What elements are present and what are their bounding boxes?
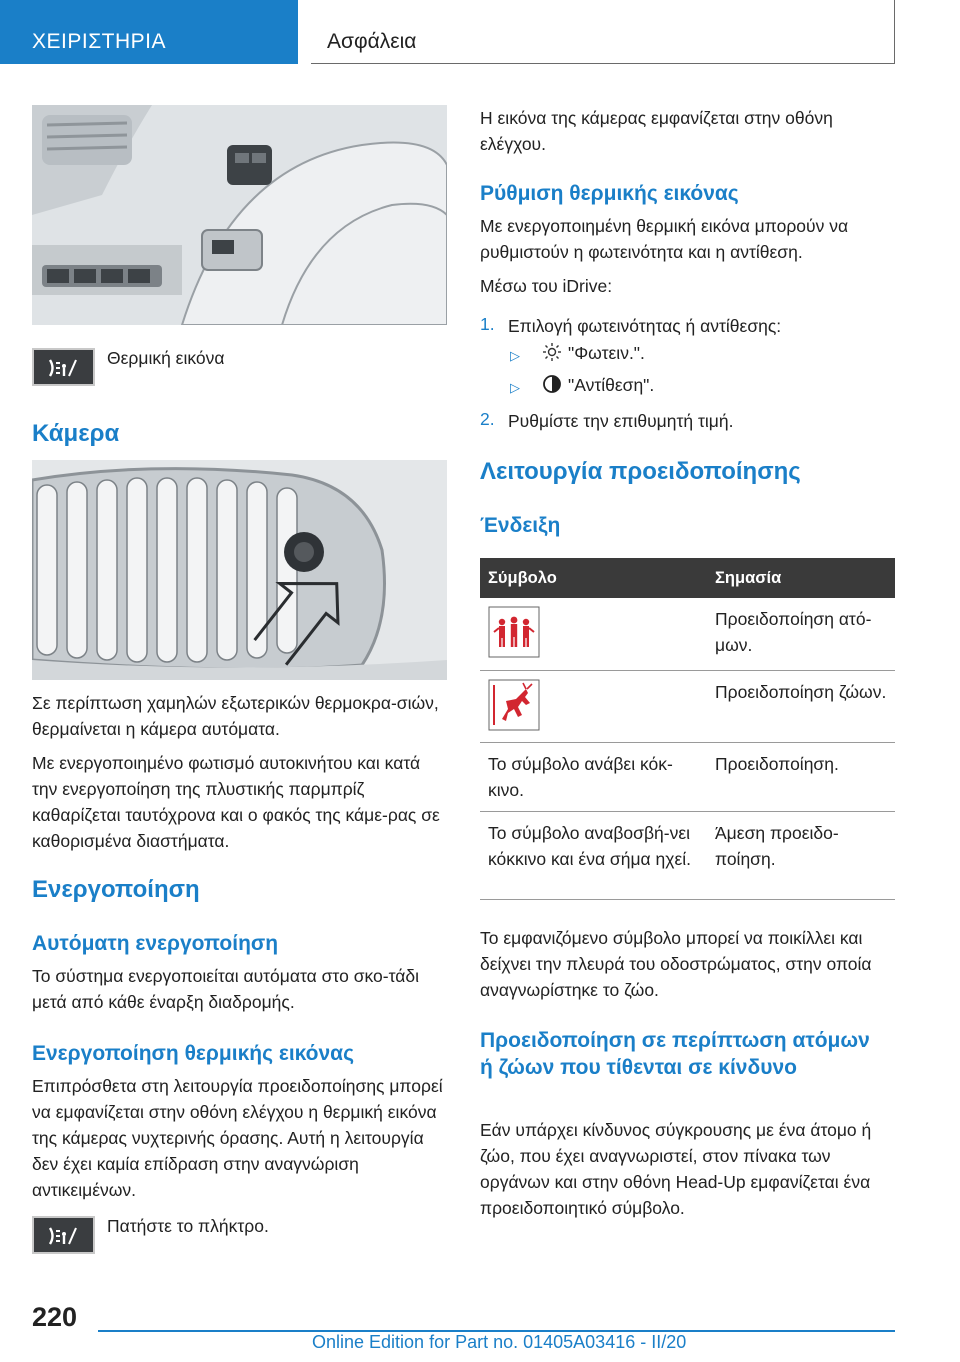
table-row — [480, 670, 895, 742]
heading-auto-activation: Αυτόματη ενεργοποίηση — [32, 932, 279, 955]
step-1-text: Επιλογή φωτεινότητας ή αντίθεσης: — [508, 316, 782, 336]
night-vision-icon — [47, 1225, 81, 1247]
table-cell-symbol — [480, 670, 707, 742]
table-row — [480, 598, 895, 670]
page-number: 220 — [32, 1302, 78, 1332]
night-vision-button-icon-2 — [32, 1216, 95, 1254]
animal-warning-icon — [488, 679, 540, 731]
danger-paragraph: Εάν υπάρχει κίνδυνος σύγκρουσης με ένα άτομο ή ζώο, που έχει αναγνωριστεί, στον πίνακα των οργάνων και στην οθόνη Head-Up εμφανίζεται ένα προειδοποιητικό σύμβολο. — [480, 1120, 872, 1218]
option-contrast: "Αντίθεση". — [568, 375, 655, 395]
night-vision-button-icon — [32, 348, 95, 386]
table-cell-meaning: Άμεση προειδο-ποίηση. — [707, 811, 895, 899]
idrive-via: Μέσω του iDrive: — [480, 276, 613, 296]
heading-indication: Ένδειξη — [480, 514, 561, 537]
step-1-number: 1. — [480, 314, 495, 334]
camera-image-intro: Η εικόνα της κάμερας εμφανίζεται στην οθόνη ελέγχου. — [480, 108, 833, 154]
table-cell-symbol: Το σύμβολο αναβοσβή-νει κόκκινο και ένα σήμα ηχεί. — [480, 811, 707, 899]
thermal-activation-paragraph: Επιπρόσθετα στη λειτουργία προειδοποίησης μπορεί να εμφανίζεται στην οθόνη ελέγχου η θερμική εικόνα της κάμερας νυχτερινής όρασης. Αυτή η λειτουργία δεν έχει καμία επίδραση στην αναγνώριση αντικειμένων. — [32, 1076, 443, 1200]
table-cell-symbol — [480, 598, 707, 670]
heading-warning-function: Λειτουργία προειδοποίησης — [480, 458, 801, 485]
table-header-row — [480, 558, 895, 598]
table-cell-meaning: Προειδοποίηση ατό-μων. — [707, 598, 895, 670]
caption-thermal-image: Θερμική εικόνα — [107, 348, 225, 368]
bullet-triangle-icon: ▷ — [510, 348, 520, 363]
table-cell-meaning: Προειδοποίηση ζώων. — [707, 670, 895, 742]
table-row — [480, 742, 895, 811]
heading-thermal-activation: Ενεργοποίηση θερμικής εικόνας — [32, 1042, 355, 1065]
table-cell-symbol: Το σύμβολο ανάβει κόκ-κινο. — [480, 742, 707, 811]
footer-edition: Online Edition for Part no. 01405A03416 - II/20 — [312, 1332, 687, 1352]
night-vision-icon — [47, 357, 81, 379]
auto-activation-paragraph: Το σύστημα ενεργοποιείται αυτόματα στο σκο-τάδι μετά από κάθε έναρξη διαδρομής. — [32, 966, 419, 1012]
column-header-symbol: Σύμβολο — [480, 558, 707, 598]
camera-grille-illustration — [32, 460, 447, 680]
heading-activation: Ενεργοποίηση — [32, 876, 200, 903]
step-2-number: 2. — [480, 409, 495, 429]
after-table-paragraph: Το εμφανιζόμενο σύμβολο μπορεί να ποικίλλει και δείχνει την πλευρά του οδοστρώματος, στην οποία αναγνωρίστηκε το ζώο. — [480, 928, 872, 1000]
camera-paragraph-1: Σε περίπτωση χαμηλών εξωτερικών θερμοκρα-σιών, θερμαίνεται η κάμερα αυτόματα. — [32, 693, 439, 739]
option-brightness: "Φωτειν.". — [568, 343, 645, 363]
adjust-paragraph: Με ενεργοποιημένη θερμική εικόνα μπορούν να ρυθμιστούν η φωτεινότητα και η αντίθεση. — [480, 216, 849, 262]
section-title: ΧΕΙΡΙΣΤΗΡΙΑ — [32, 30, 167, 53]
heading-danger-warning: Προειδοποίηση σε περίπτωση ατόμων ή ζώων που τίθενται σε κίνδυνο — [480, 1029, 870, 1079]
header-section-tab — [0, 0, 298, 64]
heading-adjust-thermal: Ρύθμιση θερμικής εικόνας — [480, 182, 739, 205]
column-header-meaning: Σημασία — [707, 558, 895, 598]
header-chapter-tab — [311, 0, 895, 64]
camera-paragraph-2: Με ενεργοποιημένο φωτισμό αυτοκινήτου και κατά την ενεργοποίηση της πλυστικής παρμπρίζ καθαρίζεται ταυτόχρονα και ο φακός της κάμε-ρας σε καθορισμένα διαστήματα. — [32, 753, 440, 851]
persons-warning-icon — [488, 606, 540, 658]
contrast-icon — [542, 374, 562, 394]
press-button-instruction: Πατήστε το πλήκτρο. — [107, 1216, 269, 1236]
dashboard-illustration — [32, 105, 447, 325]
brightness-icon — [542, 342, 562, 362]
table-row — [480, 811, 895, 899]
table-cell-meaning: Προειδοποίηση. — [707, 742, 895, 811]
bullet-triangle-icon: ▷ — [510, 380, 520, 395]
step-2-text: Ρυθμίστε την επιθυμητή τιμή. — [508, 411, 734, 431]
chapter-title: Ασφάλεια — [327, 30, 417, 53]
warning-symbols-table — [480, 558, 895, 900]
heading-camera: Κάμερα — [32, 420, 120, 447]
